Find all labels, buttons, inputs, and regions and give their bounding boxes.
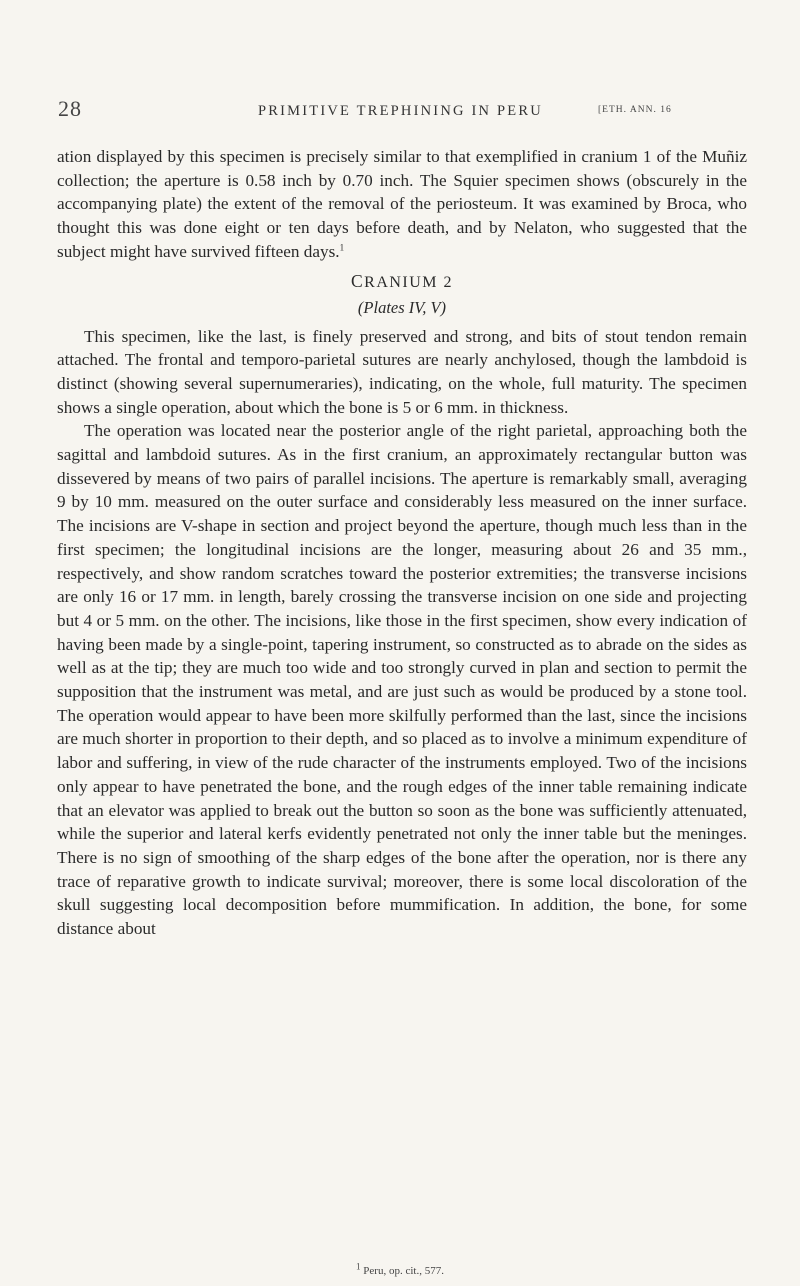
paragraph-text: ation displayed by this specimen is precisely similar to that exemplified in cranium 1 of the Muñiz collection; the aperture is 0.58 inch by 0.70 inch. The Squier specimen shows (obscurely in the accompanying plate) the extent of the removal of the periosteum. It was examined by Broca, who thought this was done eight or ten days before death, and by Nelaton, who suggested that the subject might have survived fifteen days. [57,147,747,261]
journal-reference: [ETH. ANN. 16 [598,105,672,115]
section-heading [57,269,747,295]
running-head: PRIMITIVE TREPHINING IN PERU [258,103,543,119]
body-text [57,145,747,941]
footnote-marker: 1 [339,242,345,253]
paragraph: This specimen, like the last, is finely preserved and strong, and bits of stout tendon remain attached. The frontal and temporo-parietal sutures are nearly anchylosed, though the lambdoid is distinct (showing several supernumeraries), indicating, on the whole, full maturity. The specimen shows a single operation, about which the bone is 5 or 6 mm. in thickness. [57,326,747,417]
plates-reference: (Plates IV, V) [357,297,447,317]
footnote-number: 1 [356,1261,361,1272]
page-number: 28 [58,96,82,121]
paragraph-continued [57,145,747,264]
section-heading-initial: C [350,270,365,291]
footnote-text: Peru, op. cit., 577. [363,1265,444,1277]
section-heading-rest: RANIUM 2 [364,273,454,291]
footnote [0,1261,800,1277]
paragraph: The operation was located near the posterior angle of the right parietal, approaching both the sagittal and lambdoid sutures. As in the first cranium, an approximately rectangular button was dissevered by means of two pairs of parallel incisions. The aperture is remarkably small, averaging 9 by 10 mm. measured on the outer surface and considerably less measured on the inner surface. The incisions are V-shape in section and project beyond the aperture, though much less than in the first specimen; the longitudinal incisions are the longer, measuring about 26 and 35 mm., respectively, and show random scratches toward the posterior extremities; the transverse incisions are only 16 or 17 mm. in length, barely crossing the transverse incision on one side and projecting but 4 or 5 mm. on the other. The incisions, like those in the first specimen, show every indication of having been made by a single-point, tapering instrument, so constructed as to abrade on the sides as well as at the tip; they are much too wide and too strongly curved in plan and section to permit the supposition that the instrument was metal, and are just such as would be produced by a stone tool. The operation would appear to have been more skilfully performed than the last, since the incisions are much shorter in proportion to their depth, and so placed as to involve a minimum expenditure of labor and suffering, in view of the rude character of the instruments employed. Two of the incisions only appear to have penetrated the bone, and the rough edges of the inner table remaining indicate that an elevator was applied to break out the button so soon as the bone was sufficiently attenuated, while the superior and lateral kerfs evidently penetrated not only the inner table but the meninges. There is no sign of smoothing of the sharp edges of the bone after the operation, nor is there any trace of reparative growth to indicate survival; moreover, there is some local discoloration of the skull suggesting local decomposition before mummification. In addition, the bone, for some distance about [57,421,747,939]
